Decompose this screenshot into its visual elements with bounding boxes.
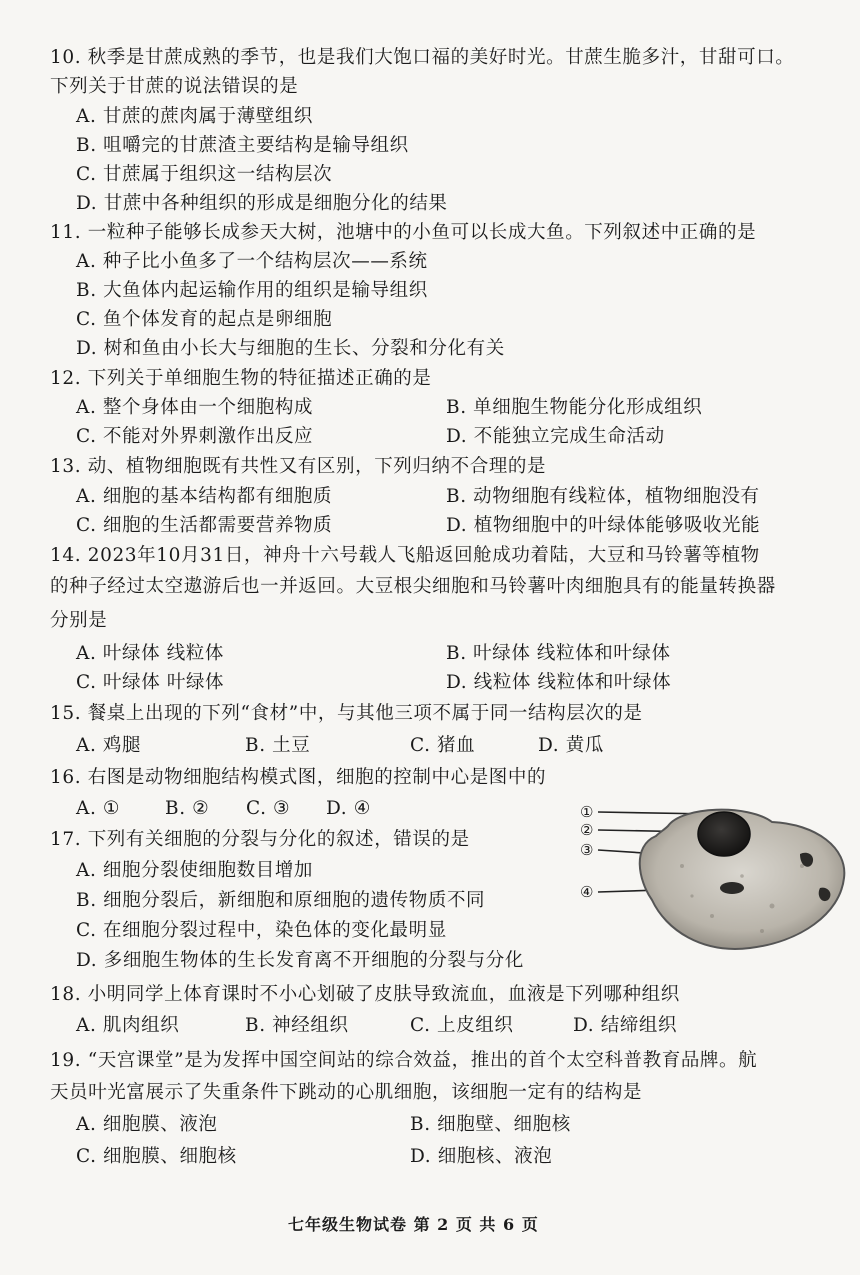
q16-option-d: D. ④ <box>326 798 371 819</box>
q19-option-d: D. 细胞核、液泡 <box>410 1146 553 1167</box>
q14-option-d: D. 线粒体 线粒体和叶绿体 <box>446 672 672 693</box>
q10-option-a: A. 甘蔗的蔗肉属于薄壁组织 <box>76 106 314 127</box>
q13-stem: 13. 动、植物细胞既有共性又有区别，下列归纳不合理的是 <box>50 456 547 477</box>
q10-option-c: C. 甘蔗属于组织这一结构层次 <box>76 164 333 185</box>
figure-label-2: ② <box>580 821 594 839</box>
q12-option-d: D. 不能独立完成生命活动 <box>446 426 665 447</box>
q14-option-c: C. 叶绿体 叶绿体 <box>76 672 225 693</box>
q16-stem: 16. 右图是动物细胞结构模式图，细胞的控制中心是图中的 <box>50 767 547 788</box>
nucleus <box>698 812 750 856</box>
q15-option-c: C. 猪血 <box>410 735 476 756</box>
animal-cell-figure <box>572 796 852 956</box>
q17-stem: 17. 下列有关细胞的分裂与分化的叙述，错误的是 <box>50 829 470 850</box>
figure-label-3: ③ <box>580 841 594 859</box>
q12-option-b: B. 单细胞生物能分化形成组织 <box>446 397 703 418</box>
q17-option-c: C. 在细胞分裂过程中，染色体的变化最明显 <box>76 920 447 941</box>
q14-stem-line1: 14. 2023年10月31日，神舟十六号载人飞船返回舱成功着陆，大豆和马铃薯等植物 <box>50 545 760 566</box>
q15-option-a: A. 鸡腿 <box>76 735 142 756</box>
q10-stem-line1: 10. 秋季是甘蔗成熟的季节，也是我们大饱口福的美好时光。甘蔗生脆多汁，甘甜可口。 <box>50 47 795 68</box>
q19-stem-line2: 天员叶光富展示了失重条件下跳动的心肌细胞，该细胞一定有的结构是 <box>50 1082 643 1103</box>
q11-stem: 11. 一粒种子能够长成参天大树，池塘中的小鱼可以长成大鱼。下列叙述中正确的是 <box>50 222 757 243</box>
q11-option-b: B. 大鱼体内起运输作用的组织是输导组织 <box>76 280 428 301</box>
q19-option-c: C. 细胞膜、细胞核 <box>76 1146 237 1167</box>
q19-option-a: A. 细胞膜、液泡 <box>76 1114 218 1135</box>
figure-label-1: ① <box>580 803 594 821</box>
q18-option-a: A. 肌肉组织 <box>76 1015 180 1036</box>
q12-option-c: C. 不能对外界刺激作出反应 <box>76 426 314 447</box>
animal-cell-diagram <box>572 796 852 956</box>
q15-option-b: B. 土豆 <box>245 735 311 756</box>
q10-stem-line2: 下列关于甘蔗的说法错误的是 <box>50 76 299 97</box>
q12-stem: 12. 下列关于单细胞生物的特征描述正确的是 <box>50 368 432 389</box>
q13-option-b: B. 动物细胞有线粒体，植物细胞没有 <box>446 486 760 507</box>
q13-option-a: A. 细胞的基本结构都有细胞质 <box>76 486 333 507</box>
q12-option-a: A. 整个身体由一个细胞构成 <box>76 397 314 418</box>
q17-option-a: A. 细胞分裂使细胞数目增加 <box>76 860 314 881</box>
q11-option-c: C. 鱼个体发育的起点是卵细胞 <box>76 309 333 330</box>
q18-option-d: D. 结缔组织 <box>573 1015 678 1036</box>
q16-option-a: A. ① <box>76 798 121 819</box>
q15-option-d: D. 黄瓜 <box>538 735 604 756</box>
q18-stem: 18. 小明同学上体育课时不小心划破了皮肤导致流血，血液是下列哪种组织 <box>50 984 680 1005</box>
page-footer: 七年级生物试卷 第 2 页 共 6 页 <box>288 1215 539 1234</box>
figure-label-4: ④ <box>580 883 594 901</box>
q16-option-b: B. ② <box>165 798 210 819</box>
q13-option-d: D. 植物细胞中的叶绿体能够吸收光能 <box>446 515 761 536</box>
q14-stem-line2: 的种子经过太空遨游后也一并返回。大豆根尖细胞和马铃薯叶肉细胞具有的能量转换器 <box>50 576 776 597</box>
q11-option-d: D. 树和鱼由小长大与细胞的生长、分裂和分化有关 <box>76 338 505 359</box>
q17-option-b: B. 细胞分裂后，新细胞和原细胞的遗传物质不同 <box>76 890 486 911</box>
q16-option-c: C. ③ <box>246 798 291 819</box>
q18-option-b: B. 神经组织 <box>245 1015 349 1036</box>
q14-stem-line3: 分别是 <box>50 610 108 631</box>
q11-option-a: A. 种子比小鱼多了一个结构层次——系统 <box>76 251 428 272</box>
organelle-4 <box>720 882 744 894</box>
q13-option-c: C. 细胞的生活都需要营养物质 <box>76 515 333 536</box>
q10-option-d: D. 甘蔗中各种组织的形成是细胞分化的结果 <box>76 193 448 214</box>
q14-option-a: A. 叶绿体 线粒体 <box>76 643 225 664</box>
q14-option-b: B. 叶绿体 线粒体和叶绿体 <box>446 643 671 664</box>
q17-option-d: D. 多细胞生物体的生长发育离不开细胞的分裂与分化 <box>76 950 524 971</box>
q10-option-b: B. 咀嚼完的甘蔗渣主要结构是输导组织 <box>76 135 409 156</box>
q19-option-b: B. 细胞壁、细胞核 <box>410 1114 571 1135</box>
q15-stem: 15. 餐桌上出现的下列“食材”中，与其他三项不属于同一结构层次的是 <box>50 703 643 724</box>
q18-option-c: C. 上皮组织 <box>410 1015 514 1036</box>
q19-stem-line1: 19. “天宫课堂”是为发挥中国空间站的综合效益，推出的首个太空科普教育品牌。航 <box>50 1050 758 1071</box>
